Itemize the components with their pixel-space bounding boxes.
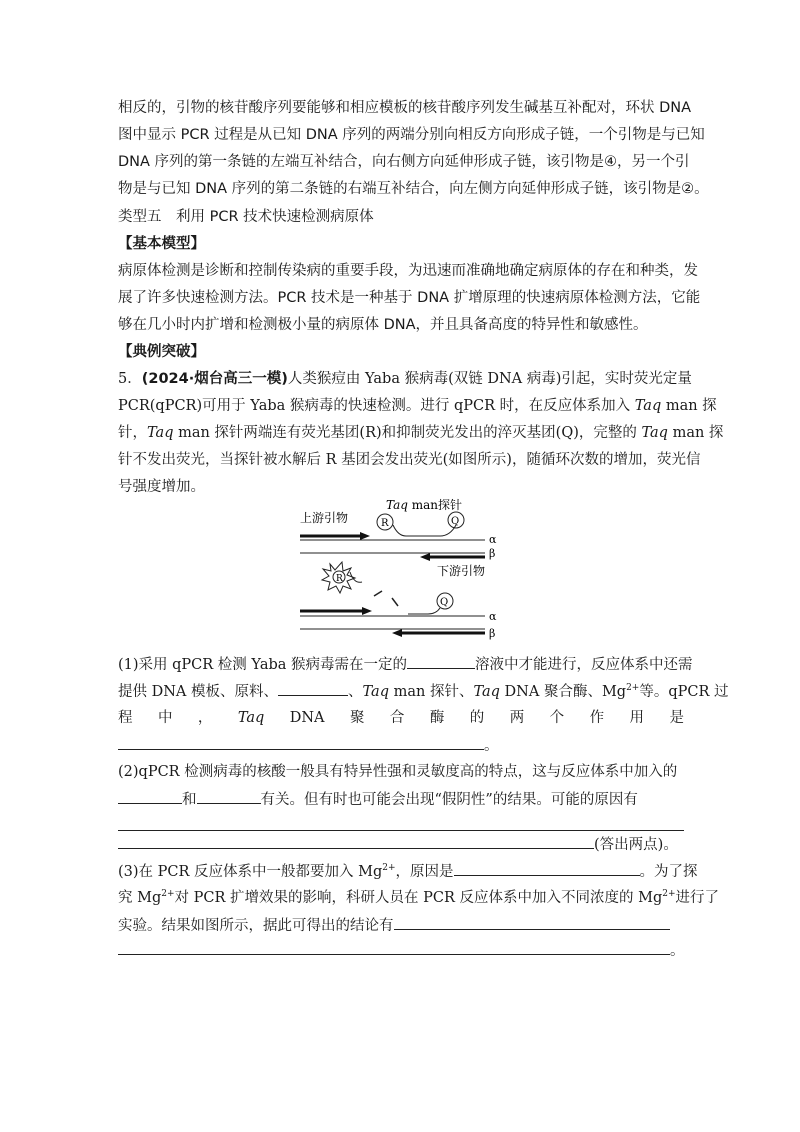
explanation-line-4: 物是与已知 DNA 序列的第二条链的右端互补结合，向左侧方向延伸形成子链，该引物是②。 bbox=[118, 181, 709, 197]
released-r-label: R bbox=[336, 574, 343, 584]
explanation-line-1: 相反的，引物的核苷酸序列要能够和相应模板的核苷酸序列发生碱基互补配对，环状 DNA bbox=[118, 100, 692, 116]
sub-question-2-line-1: (2)qPCR 检测病毒的核酸一般具有特异性强和灵敏度高的特点，这与反应体系中加入的 bbox=[118, 764, 678, 780]
answer-blank-solution[interactable] bbox=[407, 654, 475, 669]
sub-question-3-line-3: 实验。结果如图所示，据此可得出的结论有 bbox=[118, 915, 684, 936]
question-5-line-5: 号强度增加。 bbox=[118, 479, 205, 495]
sub-question-2-line-2: 和 有关。但有时也可能会出现“假阴性”的结果。可能的原因有 bbox=[118, 789, 684, 810]
beta-label-bottom: β bbox=[489, 627, 496, 640]
cleaved-fragment-2 bbox=[374, 591, 382, 596]
answer-blank-false-negative-2[interactable] bbox=[118, 834, 594, 849]
section-heading-type5: 类型五 利用 PCR 技术快速检测病原体 bbox=[118, 209, 374, 225]
sub-question-1-line-2: 提供 DNA 模板、原料、 、Taq man 探针、Taq DNA 聚合酶、$Mg^{2+}$等。qPCR 过 bbox=[118, 683, 729, 700]
question-number: 5． bbox=[118, 371, 142, 387]
basic-model-line-3: 够在几小时内扩增和检测极小量的病原体 DNA，并且具备高度的特异性和敏感性。 bbox=[118, 317, 648, 333]
sub-question-3-line-2: 究 $Mg^{2+}$对 PCR 扩增效果的影响，科研人员在 PCR 反应体系中加入不同浓度的 $Mg^{2+}$进行了 bbox=[118, 889, 720, 906]
qpcr-diagram bbox=[290, 492, 520, 647]
upstream-primer-label: 上游引物 bbox=[300, 511, 349, 525]
alpha-label-bottom: α bbox=[489, 610, 497, 623]
sub-question-1-line-4: 。 bbox=[118, 735, 684, 756]
basic-model-line-2: 展了许多快速检测方法。PCR 技术是一种基于 DNA 扩增原理的快速病原体检测方法，它能 bbox=[118, 290, 701, 306]
question-source: (2024·烟台高三一模) bbox=[141, 371, 288, 387]
example-heading: 【典例突破】 bbox=[118, 344, 205, 360]
q-group-label: Q bbox=[451, 516, 460, 527]
question-5-line-3: 针，Taq man 探针两端连有荧光基团(R)和抑制荧光发出的淬灭基团(Q)，完整的 Taq man 探 bbox=[118, 425, 724, 441]
sub-question-1-line-3: 程 中 ， Taq DNA 聚 合 酶 的 两 个 作 用 是 bbox=[118, 710, 684, 726]
beta-label-top: β bbox=[489, 547, 496, 560]
downstream-primer-label: 下游引物 bbox=[437, 564, 486, 578]
answer-blank-factor-1[interactable] bbox=[118, 789, 182, 804]
question-5-line-2: PCR(qPCR)可用于 Yaba 猴病毒的快速检测。进行 qPCR 时，在反应体系加入 Taq man 探 bbox=[118, 398, 717, 414]
answer-blank-conclusion-1[interactable] bbox=[394, 915, 670, 930]
answer-blank-conclusion-2[interactable] bbox=[118, 940, 670, 955]
sub-question-3-line-4: 。 bbox=[118, 940, 684, 961]
r-group-label: R bbox=[381, 518, 389, 529]
cleaved-fragment-3 bbox=[392, 598, 398, 606]
sub-question-2-line-4: (答出两点)。 bbox=[118, 834, 684, 855]
answer-blank-mg-reason[interactable] bbox=[454, 861, 640, 876]
sub-question-3-line-1: (3)在 PCR 反应体系中一般都要加入 $Mg^{2+}$，原因是 。为了探 bbox=[118, 863, 698, 880]
alpha-label-top: α bbox=[489, 533, 497, 546]
answer-blank-component[interactable] bbox=[278, 681, 348, 696]
explanation-line-2: 图中显示 PCR 过程是从已知 DNA 序列的两端分别向相反方向形成子链，一个引物是与已知 bbox=[118, 127, 705, 143]
answer-line-false-negative-1[interactable] bbox=[118, 830, 684, 831]
answer-blank-polymerase-roles[interactable] bbox=[118, 735, 484, 750]
basic-model-heading: 【基本模型】 bbox=[118, 236, 205, 252]
basic-model-line-1: 病原体检测是诊断和控制传染病的重要手段，为迅速而准确地确定病原体的存在和种类，发 bbox=[118, 263, 698, 279]
question-text: 人类猴痘由 Yaba 猴病毒(双链 DNA 病毒)引起，实时荧光定量 bbox=[287, 371, 692, 387]
explanation-line-3: DNA 序列的第一条链的左端互补结合，向右侧方向延伸形成子链，该引物是④，另一个引 bbox=[118, 154, 690, 170]
probe-strand bbox=[393, 525, 456, 536]
q-group-label-bottom: Q bbox=[440, 597, 449, 608]
answer-blank-factor-2[interactable] bbox=[197, 789, 261, 804]
question-5-line-1 bbox=[118, 369, 692, 389]
question-5-line-4: 针不发出荧光，当探针被水解后 R 基团会发出荧光(如图所示)，随循环次数的增加，荧光信 bbox=[118, 452, 701, 468]
cleaved-fragment-1 bbox=[350, 572, 362, 582]
probe-label: Taq man探针 bbox=[386, 498, 462, 512]
sub-question-1-line-1: (1)采用 qPCR 检测 Yaba 猴病毒需在一定的 溶液中才能进行，反应体系中还需 bbox=[118, 654, 684, 675]
